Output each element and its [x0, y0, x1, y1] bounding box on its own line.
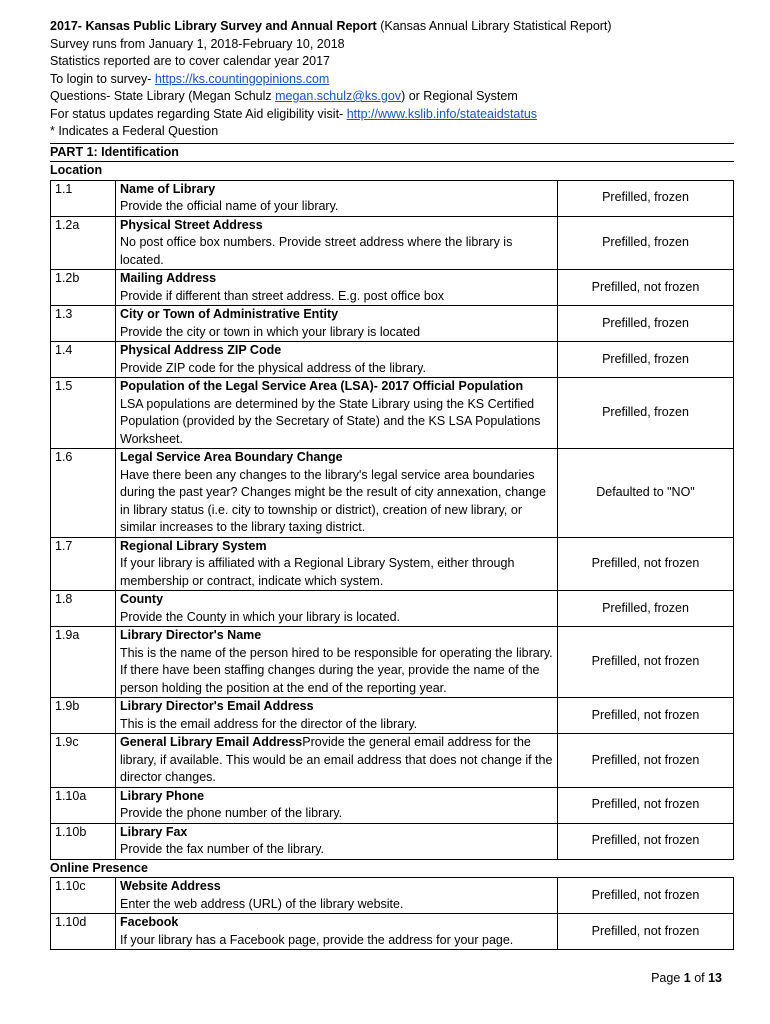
item-title: Library Director's Name: [120, 628, 262, 642]
table-row: [51, 449, 734, 538]
item-title: Facebook: [120, 915, 179, 929]
item-title: Physical Address ZIP Code: [120, 343, 282, 357]
item-description-cell: [116, 878, 558, 914]
item-title: City or Town of Administrative Entity: [120, 307, 339, 321]
item-number: 1.6: [51, 449, 116, 538]
item-status: Prefilled, not frozen: [558, 914, 734, 950]
survey-dates: Survey runs from January 1, 2018-February 10, 2018: [50, 36, 345, 51]
item-title: Library Phone: [120, 788, 205, 803]
item-description: Provide the County in which your library is located.: [120, 609, 400, 624]
table-row: [51, 306, 734, 342]
item-title: Legal Service Area Boundary Change: [120, 450, 343, 464]
table-row: [51, 180, 734, 216]
item-number: 1.9b: [51, 698, 116, 734]
item-title: Name of Library: [120, 181, 216, 196]
item-status: Prefilled, frozen: [558, 180, 734, 216]
online-table: [50, 877, 734, 950]
item-title: Library Director's Email Address: [120, 699, 314, 713]
item-status: Prefilled, not frozen: [558, 823, 734, 859]
table-row: [51, 591, 734, 627]
item-description: If your library is affiliated with a Regional Library System, either through membership or contract, indicate which system.: [120, 556, 515, 588]
statistics-year: Statistics reported are to cover calendar year 2017: [50, 54, 331, 68]
item-title: Population of the Legal Service Area (LSA)- 2017 Official Population: [120, 379, 524, 393]
item-description: Provide the city or town in which your library is located: [120, 324, 421, 339]
item-status: Prefilled, frozen: [558, 591, 734, 627]
item-description: Provide the official name of your library.: [120, 199, 339, 213]
item-description-cell: [116, 627, 558, 698]
table-row: [51, 270, 734, 306]
table-row: [51, 627, 734, 698]
item-description: If your library has a Facebook page, provide the address for your page.: [120, 932, 514, 947]
item-title: General Library Email Address: [120, 735, 303, 749]
status-line: [50, 106, 734, 124]
item-number: 1.2b: [51, 270, 116, 306]
item-status: Prefilled, not frozen: [558, 787, 734, 823]
questions-prefix: Questions- State Library (Megan Schulz: [50, 89, 276, 103]
item-title: Library Fax: [120, 824, 188, 839]
item-number: 1.7: [51, 537, 116, 591]
item-number: 1.10c: [51, 878, 116, 914]
table-row: [51, 698, 734, 734]
item-status: Prefilled, not frozen: [558, 698, 734, 734]
item-description-cell: [116, 914, 558, 950]
table-row: [51, 823, 734, 859]
table-row: [51, 878, 734, 914]
item-number: 1.10b: [51, 823, 116, 859]
item-description-cell: [116, 591, 558, 627]
item-number: 1.3: [51, 306, 116, 342]
item-number: 1.10d: [51, 914, 116, 950]
questions-suffix: ) or Regional System: [401, 89, 518, 103]
item-title: County: [120, 592, 164, 606]
document: [50, 18, 734, 950]
item-description-cell: [116, 698, 558, 734]
login-line: [50, 71, 734, 89]
item-title: Mailing Address: [120, 271, 217, 285]
item-number: 1.5: [51, 378, 116, 449]
item-status: Prefilled, not frozen: [558, 734, 734, 788]
title-bold: 2017- Kansas Public Library Survey and Annual Report: [50, 19, 377, 33]
section-location: Location: [50, 163, 103, 177]
item-number: 1.8: [51, 591, 116, 627]
item-description: Enter the web address (URL) of the library website.: [120, 896, 404, 911]
item-status: Prefilled, not frozen: [558, 878, 734, 914]
questions-line: [50, 88, 734, 106]
part-title: PART 1: Identification: [50, 144, 179, 159]
item-description-cell: [116, 787, 558, 823]
item-description: This is the email address for the director of the library.: [120, 716, 418, 731]
item-status: Prefilled, not frozen: [558, 537, 734, 591]
table-row: [51, 787, 734, 823]
item-number: 1.1: [51, 180, 116, 216]
item-status: Prefilled, not frozen: [558, 270, 734, 306]
table-row: [51, 216, 734, 270]
item-status: Prefilled, frozen: [558, 216, 734, 270]
item-status: Defaulted to "NO": [558, 449, 734, 538]
item-description-cell: [116, 823, 558, 859]
table-row: [51, 342, 734, 378]
item-number: 1.2a: [51, 216, 116, 270]
item-description-cell: [116, 378, 558, 449]
page-number: 1: [683, 971, 691, 985]
login-link[interactable]: https://ks.countingopinions.com: [154, 71, 330, 86]
item-description-cell: [116, 734, 558, 788]
item-description: This is the name of the person hired to be responsible for operating the library. If there have been staffing changes during the year, provide the name of the person holding the position at the end of the reporting year.: [120, 645, 553, 695]
item-status: Prefilled, frozen: [558, 306, 734, 342]
item-title: Physical Street Address: [120, 217, 263, 232]
table-row: [51, 734, 734, 788]
section-online-presence: Online Presence: [50, 860, 148, 875]
item-description: No post office box numbers. Provide street address where the library is located.: [120, 235, 513, 267]
of-label: of: [690, 971, 709, 985]
item-description: LSA populations are determined by the State Library using the KS Certified Population (provided by the Secretary of State) and the KS LSA Populations Worksheet.: [120, 396, 541, 446]
item-description: Provide ZIP code for the physical address of the library.: [120, 360, 426, 375]
questions-email-link[interactable]: megan.schulz@ks.gov: [275, 89, 402, 103]
item-description-cell: [116, 306, 558, 342]
item-description-cell: [116, 270, 558, 306]
item-description: Have there been any changes to the library's legal service area boundaries during the past year? Changes might be the result of city annexation, change in library status (i.e. city to township or district), creation of new library, or similar increases to the library taxing district.: [120, 467, 546, 534]
table-row: [51, 378, 734, 449]
page-footer: [651, 970, 722, 988]
item-description: Provide the general email address for the library, if available. This would be an email address that does not change if the director changes.: [120, 735, 553, 784]
item-description: Provide the fax number of the library.: [120, 842, 325, 856]
item-status: Prefilled, frozen: [558, 378, 734, 449]
location-table: [50, 180, 734, 860]
item-description-cell: [116, 449, 558, 538]
item-number: 1.9a: [51, 627, 116, 698]
status-link[interactable]: http://www.kslib.info/stateaidstatus: [346, 106, 538, 121]
item-description: Provide if different than street address. E.g. post office box: [120, 288, 445, 303]
item-status: Prefilled, not frozen: [558, 627, 734, 698]
item-description-cell: [116, 216, 558, 270]
login-prefix: To login to survey-: [50, 71, 155, 86]
item-description-cell: [116, 342, 558, 378]
page-total: 13: [708, 971, 722, 985]
item-description-cell: [116, 180, 558, 216]
item-number: 1.9c: [51, 734, 116, 788]
item-title: Website Address: [120, 879, 221, 893]
item-number: 1.10a: [51, 787, 116, 823]
document-title: [50, 18, 734, 36]
item-description: Provide the phone number of the library.: [120, 806, 343, 820]
table-row: [51, 537, 734, 591]
item-description-cell: [116, 537, 558, 591]
table-row: [51, 914, 734, 950]
federal-note: * Indicates a Federal Question: [50, 124, 219, 138]
item-title: Regional Library System: [120, 538, 267, 553]
item-status: Prefilled, frozen: [558, 342, 734, 378]
title-rest: (Kansas Annual Library Statistical Report): [376, 19, 612, 33]
item-number: 1.4: [51, 342, 116, 378]
status-prefix: For status updates regarding State Aid eligibility visit-: [50, 106, 347, 121]
page-label: Page: [651, 971, 684, 985]
